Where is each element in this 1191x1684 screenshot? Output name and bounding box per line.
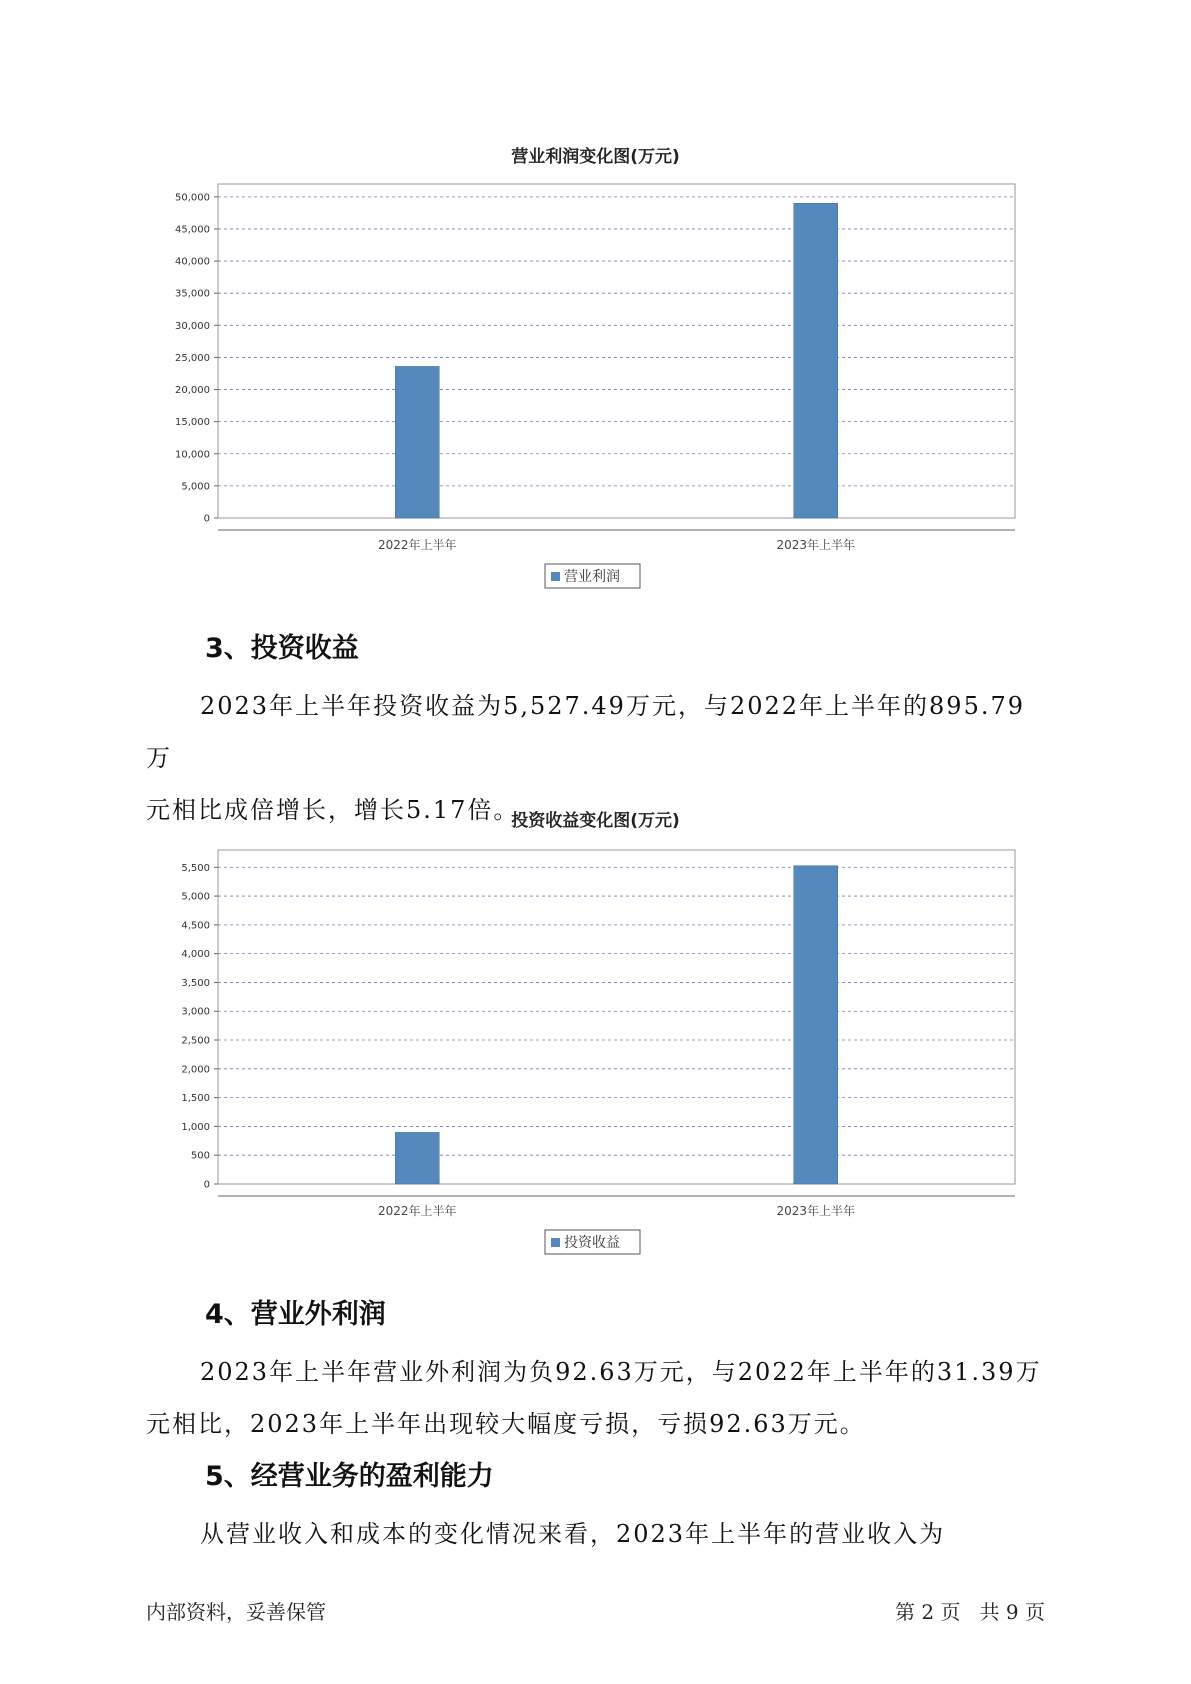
bar-2 xyxy=(794,866,838,1184)
bar-1 xyxy=(395,366,439,518)
plot-area xyxy=(218,184,1015,518)
y-tick-label: 0 xyxy=(203,513,210,525)
y-tick-label: 500 xyxy=(190,1150,210,1162)
bar-2 xyxy=(794,203,838,518)
y-tick-label: 5,000 xyxy=(181,481,210,493)
section-3-line-2: 元相比成倍增长，增长5.17倍。 xyxy=(146,796,520,824)
legend-swatch xyxy=(551,572,560,581)
y-tick-label: 1,500 xyxy=(181,1093,210,1105)
bar-1 xyxy=(395,1132,439,1184)
y-tick-label: 2,000 xyxy=(181,1064,210,1076)
y-tick-label: 40,000 xyxy=(175,256,210,268)
section-4-line-2: 元相比，2023年上半年出现较大幅度亏损，亏损92.63万元。 xyxy=(146,1410,866,1438)
y-tick-label: 0 xyxy=(203,1179,210,1191)
section-4-line-1: 2023年上半年营业外利润为负92.63万元，与2022年上半年的31.39万 xyxy=(200,1358,1042,1386)
plot-area xyxy=(218,850,1015,1184)
legend-label: 投资收益 xyxy=(564,1235,620,1251)
y-tick-label: 5,500 xyxy=(181,862,210,874)
y-tick-label: 50,000 xyxy=(175,192,210,204)
chart-title-operating-profit: 营业利润变化图(万元) xyxy=(511,147,680,167)
section-3-line-1: 2023年上半年投资收益为5,527.49万元，与2022年上半年的895.79万 xyxy=(146,692,1026,772)
y-tick-label: 5,000 xyxy=(181,891,210,903)
section-5-heading: 5、经营业务的盈利能力 xyxy=(205,1461,494,1492)
y-tick-label: 1,000 xyxy=(181,1121,210,1133)
legend-swatch xyxy=(551,1238,560,1247)
y-tick-label: 30,000 xyxy=(175,320,210,332)
legend-label: 营业利润 xyxy=(564,569,620,585)
y-tick-label: 10,000 xyxy=(175,449,210,461)
x-category-label: 2022年上半年 xyxy=(377,538,457,552)
y-tick-label: 4,500 xyxy=(181,920,210,932)
y-tick-label: 35,000 xyxy=(175,288,210,300)
y-tick-label: 3,000 xyxy=(181,1006,210,1018)
y-tick-label: 15,000 xyxy=(175,417,210,429)
investment-income-chart xyxy=(0,836,1191,1256)
x-category-label: 2023年上半年 xyxy=(776,538,856,552)
x-category-label: 2023年上半年 xyxy=(776,1204,856,1218)
section-5-line-1: 从营业收入和成本的变化情况来看，2023年上半年的营业收入为 xyxy=(200,1520,946,1548)
section-3-heading: 3、投资收益 xyxy=(205,633,359,664)
footer-page-number: 第 2 页 共 9 页 xyxy=(895,1600,1045,1624)
y-tick-label: 2,500 xyxy=(181,1035,210,1047)
footer-confidential-note: 内部资料，妥善保管 xyxy=(146,1600,326,1624)
operating-profit-chart xyxy=(0,170,1191,590)
y-tick-label: 25,000 xyxy=(175,352,210,364)
section-4-heading: 4、营业外利润 xyxy=(205,1299,386,1330)
y-tick-label: 20,000 xyxy=(175,385,210,397)
y-tick-label: 3,500 xyxy=(181,977,210,989)
y-tick-label: 4,000 xyxy=(181,949,210,961)
y-tick-label: 45,000 xyxy=(175,224,210,236)
section-4-paragraph xyxy=(146,1346,1046,1450)
x-category-label: 2022年上半年 xyxy=(377,1204,457,1218)
chart-title-investment-income: 投资收益变化图(万元) xyxy=(511,811,680,831)
section-5-paragraph xyxy=(146,1508,1046,1560)
